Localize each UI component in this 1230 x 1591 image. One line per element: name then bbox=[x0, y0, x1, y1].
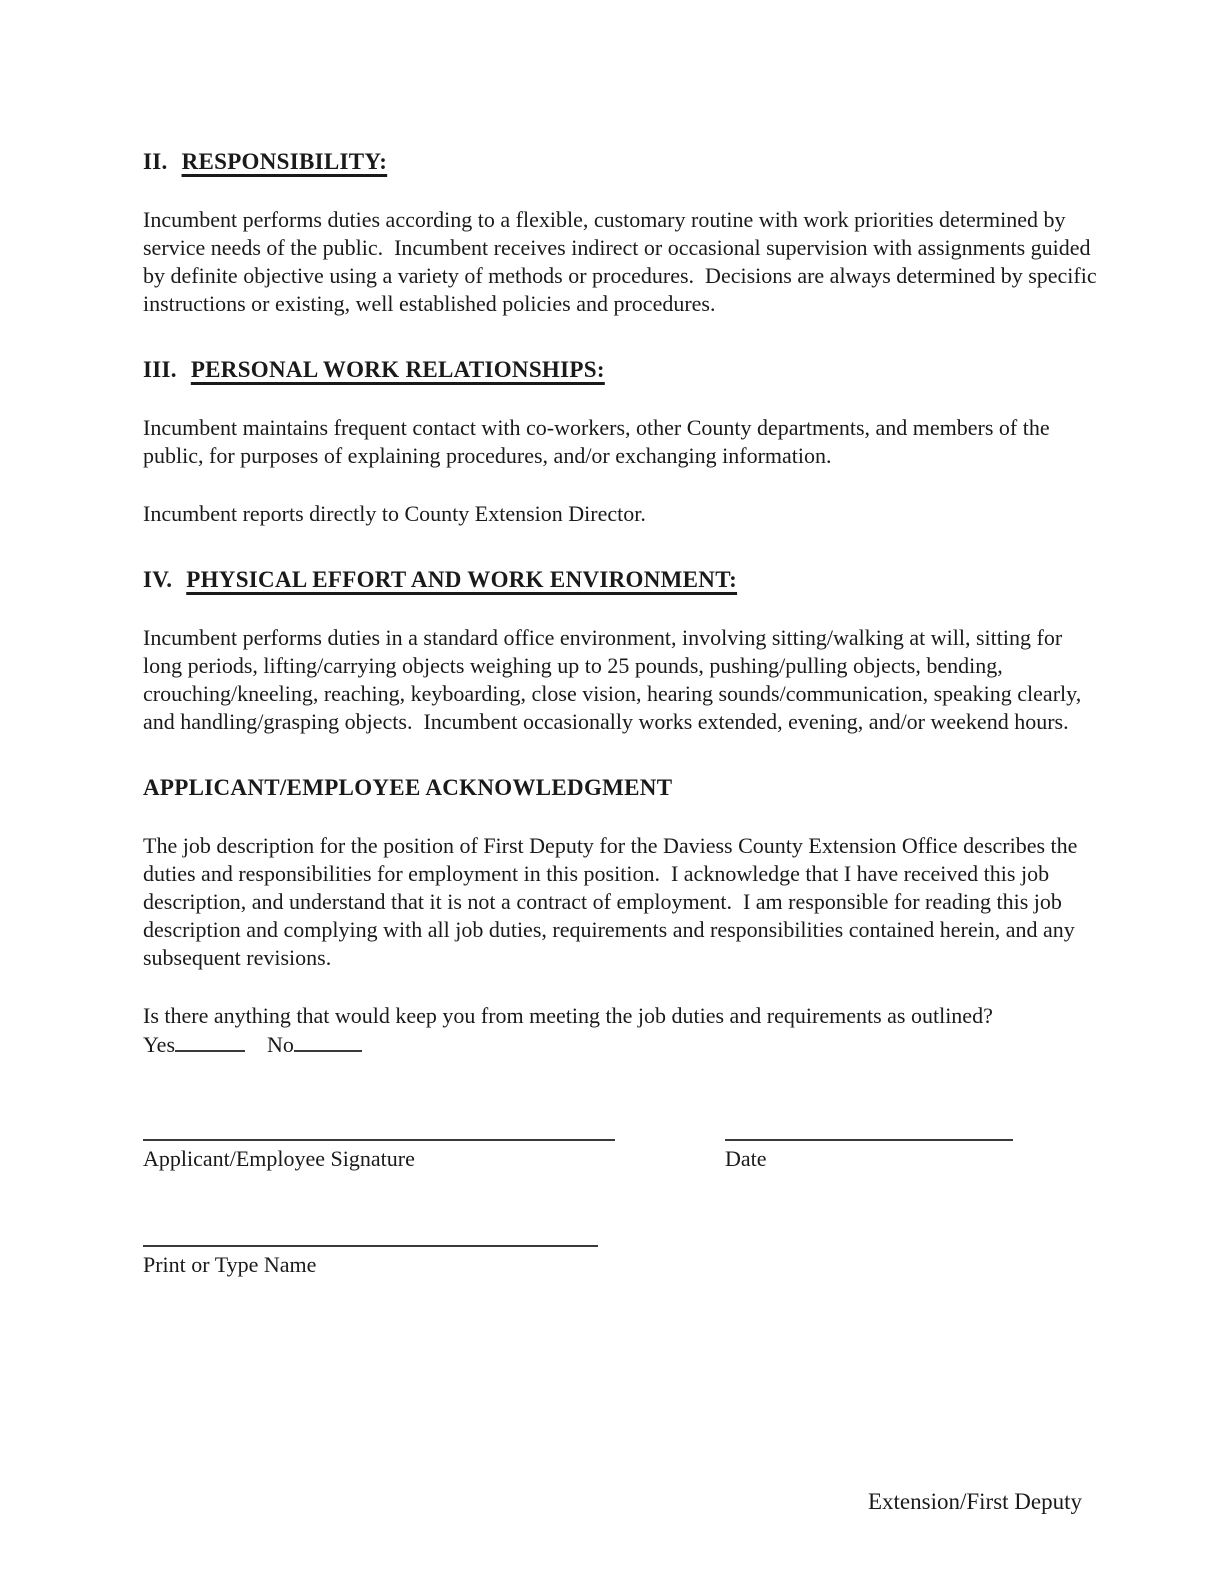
section-acknowledgment bbox=[143, 774, 1097, 1059]
section-heading-responsibility bbox=[143, 148, 1097, 176]
section-paragraph: Incumbent performs duties according to a flexible, customary routine with work priorities determined by service needs of the public. Incumbent receives indirect or occasional supervision with assignments guided by definite objective using a variety of methods or procedures. Decisions are always determined by specific instructions or existing, well established policies and procedures. bbox=[143, 207, 1103, 316]
section-physical-effort bbox=[143, 566, 1097, 736]
section-personal-work-relationships bbox=[143, 356, 1097, 528]
print-name-label: Print or Type Name bbox=[143, 1252, 317, 1277]
section-numeral: IV. bbox=[143, 567, 173, 592]
print-name-row bbox=[143, 1245, 598, 1279]
section-title: PERSONAL WORK RELATIONSHIPS: bbox=[190, 357, 605, 382]
print-name-line bbox=[143, 1245, 598, 1247]
question-text: Is there anything that would keep you from meeting the job duties and requirements as outlined? bbox=[143, 1003, 993, 1028]
section-numeral: III. bbox=[143, 357, 177, 382]
section-title: PHYSICAL EFFORT AND WORK ENVIRONMENT: bbox=[186, 567, 738, 592]
signature-row bbox=[143, 1139, 1097, 1173]
section-responsibility bbox=[143, 148, 1103, 318]
signature-label: Applicant/Employee Signature bbox=[143, 1146, 415, 1171]
yes-label: Yes bbox=[143, 1032, 176, 1057]
date-label: Date bbox=[725, 1146, 767, 1171]
yes-no-line bbox=[143, 1030, 1097, 1059]
date-column bbox=[725, 1139, 1013, 1173]
section-paragraph: Incumbent reports directly to County Extension Director. bbox=[143, 501, 646, 526]
no-label: No bbox=[267, 1032, 294, 1057]
yes-blank-field bbox=[175, 1030, 245, 1052]
signature-line bbox=[143, 1139, 615, 1141]
section-heading-physical-effort bbox=[143, 566, 1097, 594]
section-title: RESPONSIBILITY: bbox=[181, 149, 388, 174]
acknowledgment-paragraph: The job description for the position of First Deputy for the Daviess County Extension Office describes the duties and responsibilities for employment in this position. I acknowledge that I have received this job description, and understand that it is not a contract of employment. I am responsible for reading this job description and complying with all job duties, requirements and responsibilities contained herein, and any subsequent revisions. bbox=[143, 833, 1083, 970]
page-footer: Extension/First Deputy bbox=[867, 1489, 1082, 1514]
acknowledgment-heading: APPLICANT/EMPLOYEE ACKNOWLEDGMENT bbox=[143, 775, 673, 800]
date-line bbox=[725, 1139, 1013, 1141]
section-heading-personal-work-relationships bbox=[143, 356, 1097, 384]
section-numeral: II. bbox=[143, 149, 168, 174]
no-blank-field bbox=[294, 1030, 362, 1052]
section-paragraph: Incumbent maintains frequent contact with co-workers, other County departments, and members of the public, for purposes of explaining procedures, and/or exchanging information. bbox=[143, 415, 1056, 468]
signature-column bbox=[143, 1139, 615, 1173]
section-paragraph: Incumbent performs duties in a standard office environment, involving sitting/walking at will, sitting for long periods, lifting/carrying objects weighing up to 25 pounds, pushing/pulling objects, bending, crouching/kneeling, reaching, keyboarding, close vision, hearing sounds/communication, speaking clearly, and handling/grasping objects. Incumbent occasionally works extended, evening, and/or weekend hours. bbox=[143, 625, 1087, 734]
